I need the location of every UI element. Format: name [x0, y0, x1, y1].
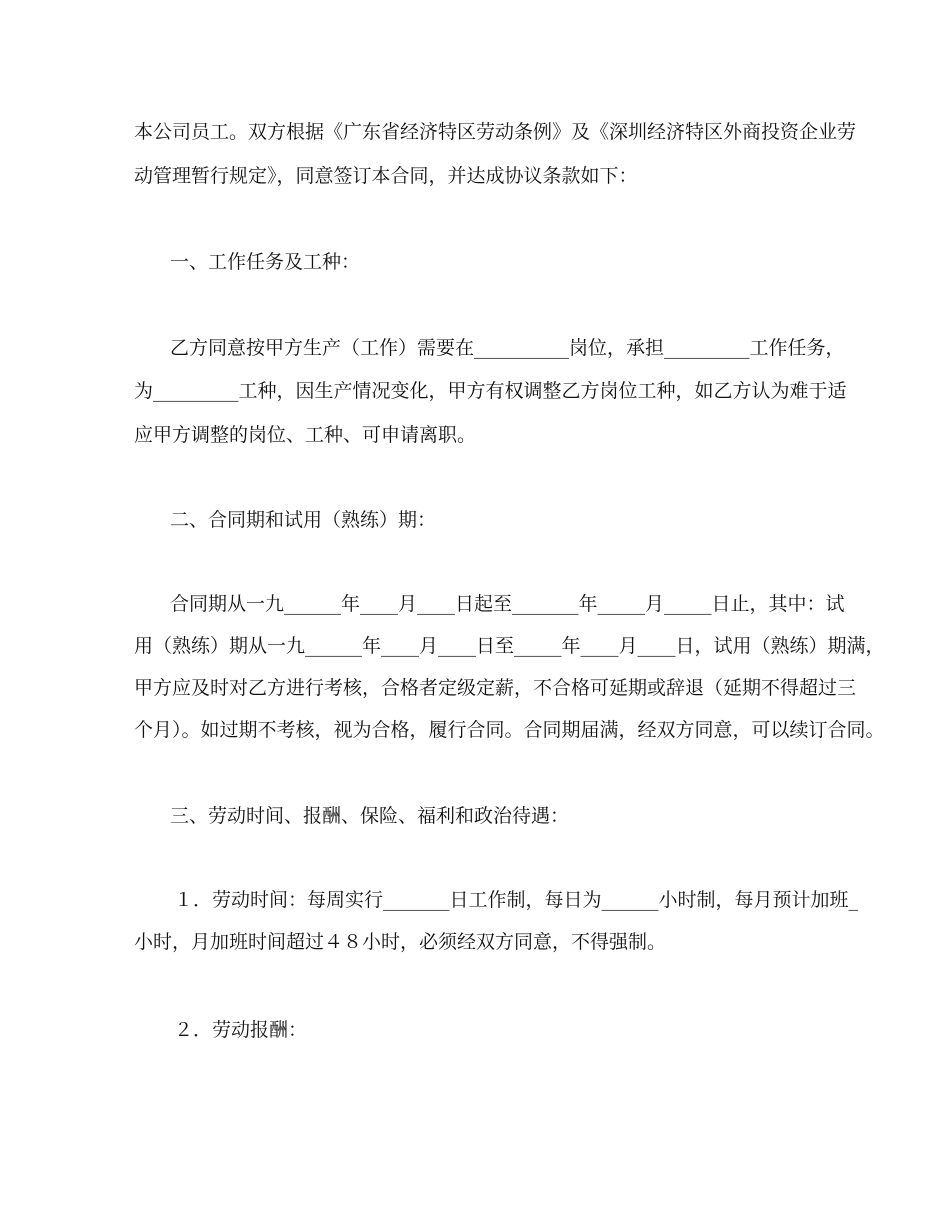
section-1-line-3: 应甲方调整的岗位、工种、可申请离职。	[134, 424, 477, 446]
section-3-item-1-line-2: 小时，月加班时间超过４８小时，必须经双方同意，不得强制。	[134, 931, 667, 953]
section-3-item-2-heading: ２．劳动报酬：	[174, 1019, 308, 1041]
section-2-line-4: 个月）。如过期不考核，视为合格，履行合同。合同期届满，经双方同意，可以续订合同。	[134, 719, 885, 741]
section-2-line-2: 用（熟练）期从一九______年____月____日至_____年____月____日，试用（熟练）期满，	[134, 635, 885, 657]
section-2-line-1: 合同期从一九______年____月____日起至_______年_____月_____日止，其中：试	[170, 593, 845, 615]
section-2-heading: 二、合同期和试用（熟练）期：	[170, 509, 437, 531]
intro-line-2: 动管理暂行规定》，同意签订本合同，并达成协议条款如下：	[134, 165, 638, 187]
intro-line-1: 本公司员工。双方根据《广东省经济特区劳动条例》及《深圳经济特区外商投资企业劳	[134, 121, 857, 143]
section-3-heading: 三、劳动时间、报酬、保险、福利和政治待遇：	[170, 805, 570, 827]
section-1-line-1: 乙方同意按甲方生产（工作）需要在__________岗位，承担_________工作任务，	[170, 337, 845, 359]
section-1-heading: 一、工作任务及工种：	[170, 251, 361, 273]
section-1-line-2: 为_________工种，因生产情况变化，甲方有权调整乙方岗位工种，如乙方认为难于适	[134, 380, 847, 402]
section-3-item-1-line-1: １．劳动时间：每周实行_______日工作制，每日为______小时制，每月预计加班_	[174, 889, 859, 911]
section-2-line-3: 甲方应及时对乙方进行考核，合格者定级定薪，不合格可延期或辞退（延期不得超过三	[134, 677, 857, 699]
